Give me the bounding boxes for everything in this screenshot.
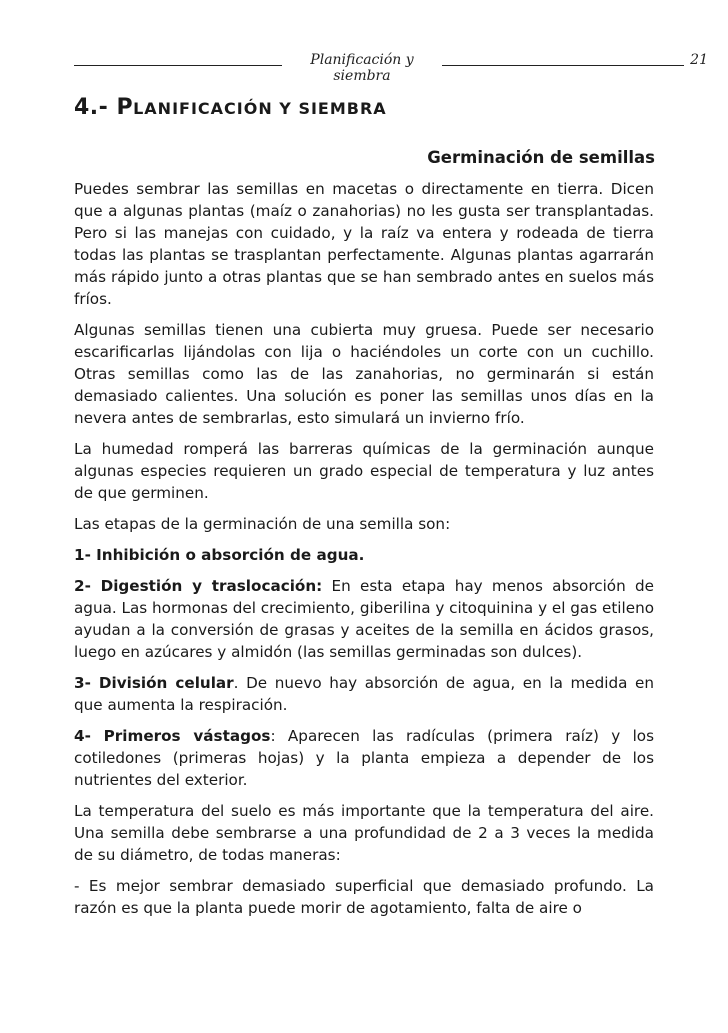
- stage-1-title: 1- Inhibición o absorción de agua.: [74, 546, 365, 564]
- stage-2-title: 2- Digestión y traslocación:: [74, 577, 323, 595]
- stage-2-text: En esta etapa hay menos absorción de agua. Las hormonas del crecimiento, giberilina y citoquinina y el gas etileno ayudan a la conversión de grasas y aceites de la semilla en ácidos grasos, luego en azúcares y almidón (las semillas germinadas son dulces).: [74, 577, 655, 661]
- paragraph: La temperatura del suelo es más importante que la temperatura del aire. Una semilla debe sembrarse a una profundidad de 2 a 3 veces la medida de su diámetro, de todas maneras:: [74, 802, 654, 864]
- chapter-title: [74, 95, 387, 120]
- paragraph: La humedad romperá las barreras químicas de la germinación aunque algunas especies requieren un grado especial de temperatura y luz antes de que germinen.: [74, 440, 654, 502]
- stage-3-text: . De nuevo hay absorción de agua, en la medida en que aumenta la respiración.: [74, 674, 654, 714]
- stage-4-text: : Aparecen las radículas (primera raíz) y los cotiledones (primeras hojas) y la planta empieza a depender de los nutrientes del exterior.: [74, 727, 654, 789]
- paragraph: - Es mejor sembrar demasiado superficial que demasiado profundo. La razón es que la planta puede morir de agotamiento, falta de aire o: [74, 877, 654, 917]
- chapter-title-rest: LANIFICACIÓN Y SIEMBRA: [133, 99, 387, 118]
- stage-2: [74, 575, 654, 663]
- section-title: Germinación de semillas: [427, 148, 655, 167]
- stage-4-title: 4- Primeros vástagos: [74, 727, 271, 745]
- stage-3: [74, 672, 654, 716]
- header-rule-left: [74, 65, 282, 66]
- paragraph: Las etapas de la germinación de una semilla son:: [74, 515, 451, 533]
- body-text: [74, 178, 654, 928]
- chapter-first-letter: P: [116, 95, 134, 120]
- paragraph: Algunas semillas tienen una cubierta muy gruesa. Puede ser necesario escarificarlas lijándolas con lija o haciéndoles un corte con un cuchillo. Otras semillas como las de las zanahorias, no germinarán si están demasiado calientes. Una solución es poner las semillas unos días en la nevera antes de sembrarlas, esto simulará un invierno frío.: [74, 321, 654, 427]
- stage-3-title: 3- División celular: [74, 674, 234, 692]
- running-title: Planificación y siembra: [310, 52, 414, 84]
- paragraph: Puedes sembrar las semillas en macetas o directamente en tierra. Dicen que a algunas plantas (maíz o zanahorias) no les gusta ser transplantadas. Pero si las manejas con cuidado, y la raíz va entera y rodeada de tierra todas las plantas se trasplantan perfectamente. Algunas plantas agarrarán más rápido junto a otras plantas que se han sembrado antes en suelos más fríos.: [74, 180, 654, 308]
- stage-1: [74, 544, 654, 566]
- page-number: 21: [690, 52, 708, 68]
- chapter-number: 4.-: [74, 95, 117, 120]
- stage-4: [74, 725, 654, 791]
- page-header: [74, 52, 708, 84]
- header-rule-right: [442, 65, 684, 66]
